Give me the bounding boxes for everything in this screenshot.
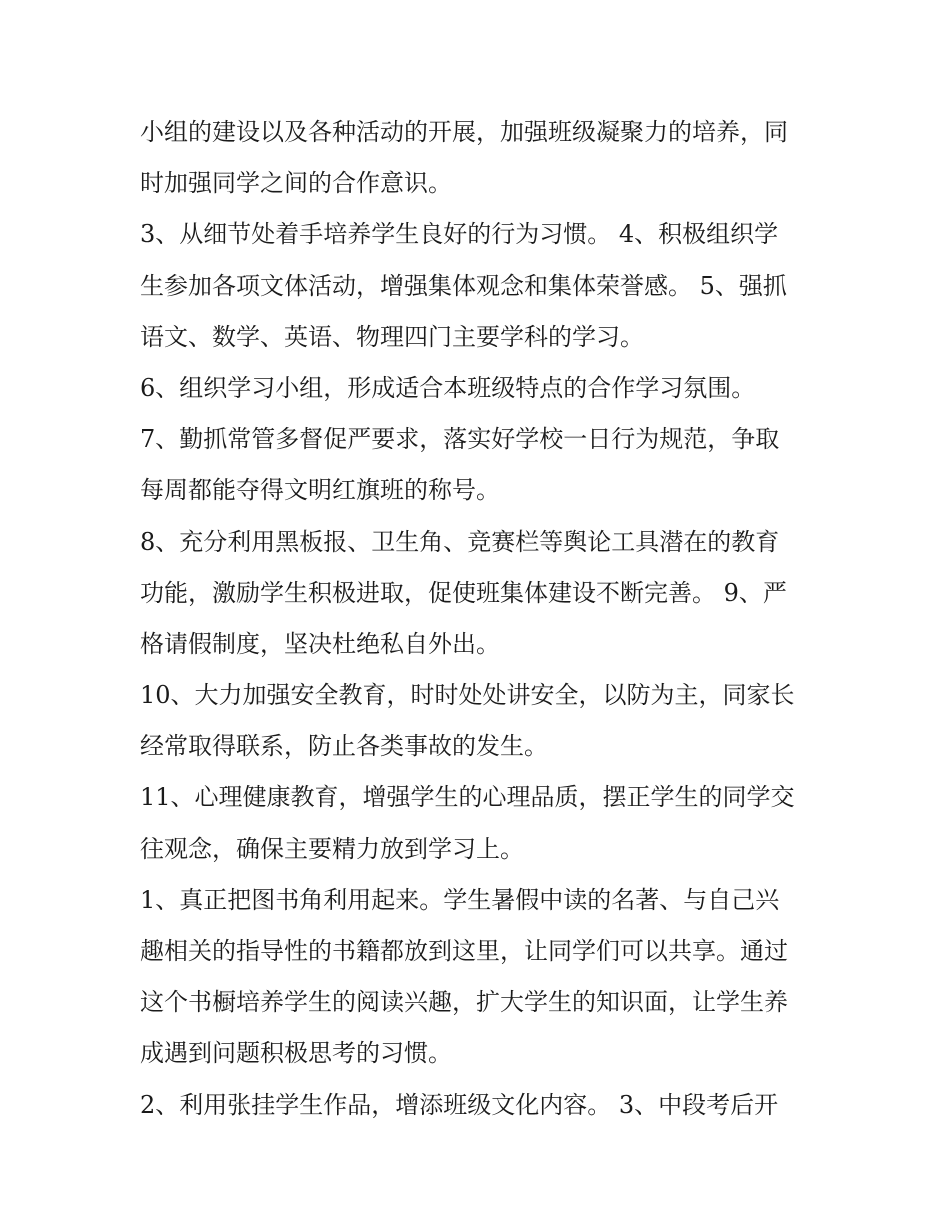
text-line: 8、充分利用黑板报、卫生角、竞赛栏等舆论工具潜在的教育	[140, 527, 780, 556]
text-line: 趣相关的指导性的书籍都放到这里，让同学们可以共享。通过	[140, 937, 788, 965]
text-line: 这个书橱培养学生的阅读兴趣，扩大学生的知识面，让学生养	[140, 988, 788, 1017]
text-line: 6、组织学习小组，形成适合本班级特点的合作学习氛围。	[140, 373, 756, 402]
text-line: 1、真正把图书角利用起来。学生暑假中读的名著、与自己兴	[140, 885, 780, 914]
paragraph-7	[140, 772, 820, 874]
text-line: 10、大力加强安全教育，时时处处讲安全，以防为主，同家长	[140, 681, 795, 710]
paragraph-3	[140, 363, 820, 414]
text-line: 7、勤抓常管多督促严要求，落实好学校一日行为规范，争取	[140, 425, 780, 454]
text-line: 生参加各项文体活动，增强集体观念和集体荣誉感。 5、强抓	[140, 271, 787, 300]
paragraph-8	[140, 875, 820, 1080]
paragraph-6	[140, 670, 820, 772]
paragraph-1	[140, 107, 820, 209]
text-line: 格请假制度，坚决杜绝私自外出。	[140, 629, 500, 658]
paragraph-4	[140, 414, 820, 516]
paragraph-5	[140, 517, 820, 671]
text-line: 时加强同学之间的合作意识。	[140, 169, 452, 198]
paragraph-2	[140, 209, 820, 363]
text-line: 小组的建设以及各种活动的开展，加强班级凝聚力的培养，同	[140, 118, 788, 146]
text-line: 每周都能夺得文明红旗班的称号。	[140, 476, 500, 505]
document-body	[140, 107, 820, 1131]
text-line: 语文、数学、英语、物理四门主要学科的学习。	[140, 322, 644, 351]
paragraph-9	[140, 1080, 820, 1131]
text-line: 3、从细节处着手培养学生良好的行为习惯。 4、积极组织学	[140, 220, 779, 249]
text-line: 经常取得联系，防止各类事故的发生。	[140, 732, 548, 761]
text-line: 功能，激励学生积极进取，促使班集体建设不断完善。 9、严	[140, 578, 787, 607]
text-line: 11、心理健康教育，增强学生的心理品质，摆正学生的同学交	[140, 783, 795, 812]
text-line: 2、利用张挂学生作品，增添班级文化内容。 3、中段考后开	[140, 1090, 779, 1119]
text-line: 成遇到问题积极思考的习惯。	[140, 1039, 452, 1068]
text-line: 往观念，确保主要精力放到学习上。	[140, 834, 524, 863]
